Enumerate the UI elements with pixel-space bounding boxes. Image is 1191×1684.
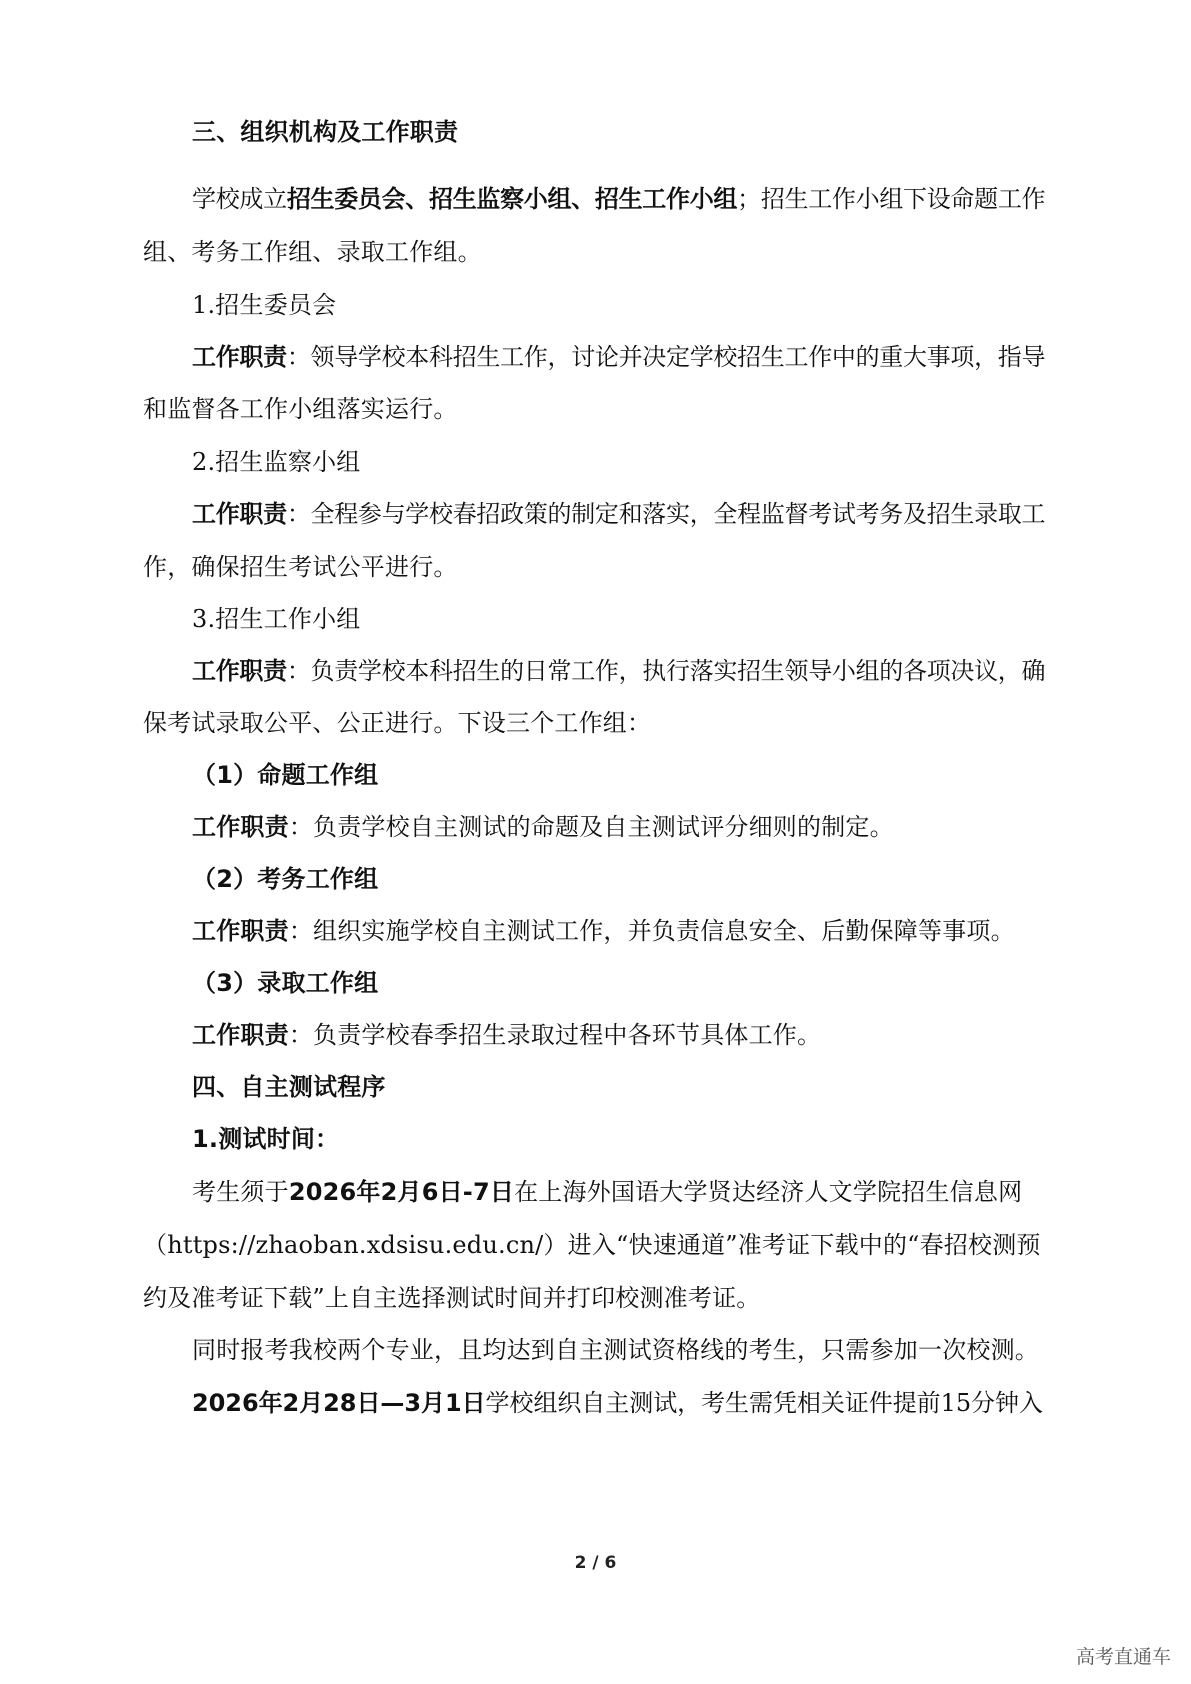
section3-intro-line1: [192, 183, 1045, 215]
section-heading-4: 四、自主测试程序: [192, 1073, 386, 1101]
duty-label: 工作职责: [192, 657, 287, 685]
section-heading-3: 三、组织机构及工作职责: [192, 118, 459, 146]
item1-title: 1.招生委员会: [192, 291, 337, 319]
p1-line2: （https://zhaoban.xdsisu.edu.cn/）进入“快速通道”准考证下载中的“春招校测预: [143, 1231, 1041, 1259]
p3-suffix: 学校组织自主测试，考生需凭相关证件提前15分钟入: [485, 1389, 1043, 1417]
p1-line3: 约及准考证下载”上自主选择测试时间并打印校测准考证。: [143, 1284, 761, 1312]
section3-intro-line2: 组、考务工作组、录取工作组。: [143, 238, 482, 266]
duty-text: ：负责学校本科招生的日常工作，执行落实招生领导小组的各项决议，确: [286, 657, 1046, 685]
duty-text: ：负责学校春季招生录取过程中各环节具体工作。: [288, 1021, 822, 1049]
p1-date: 2026年2月6日-7日: [288, 1178, 515, 1206]
duty-label: 工作职责: [192, 917, 289, 945]
sub2-duty: [192, 915, 1015, 947]
p3-line1: [192, 1387, 1043, 1419]
sub3-duty: [192, 1019, 821, 1051]
p3-date: 2026年2月28日—3月1日: [192, 1389, 486, 1417]
duty-text: ：领导学校本科招生工作，讨论并决定学校招生工作中的重大事项，指导: [286, 343, 1046, 371]
duty-text: ：负责学校自主测试的命题及自主测试评分细则的制定。: [288, 813, 894, 841]
duty-label: 工作职责: [192, 1021, 289, 1049]
duty-label: 工作职责: [192, 343, 287, 371]
item3-duty-line1: [192, 655, 1045, 687]
test-time-title: 1.测试时间：: [192, 1125, 340, 1153]
item2-title: 2.招生监察小组: [192, 448, 361, 476]
page-number: 2 / 6: [574, 1553, 617, 1573]
sub3-title: （3）录取工作组: [192, 969, 379, 997]
p1-prefix: 考生须于: [192, 1178, 289, 1206]
intro-bold: 招生委员会、招生监察小组、招生工作小组: [286, 185, 738, 213]
duty-text: ：组织实施学校自主测试工作，并负责信息安全、后勤保障等事项。: [288, 917, 1015, 945]
item1-duty-line1: [192, 341, 1045, 373]
watermark: 高考直通车: [1075, 1646, 1171, 1668]
item3-title: 3.招生工作小组: [192, 605, 361, 633]
p1-suffix: 在上海外国语大学贤达经济人文学院招生信息网: [514, 1178, 1023, 1206]
item1-duty-line2: 和监督各工作小组落实运行。: [143, 395, 458, 423]
p1-line1: [192, 1176, 1022, 1208]
item3-duty-line2: 保考试录取公平、公正进行。下设三个工作组：: [143, 709, 652, 737]
item2-duty-line2: 作，确保招生考试公平进行。: [143, 553, 458, 581]
duty-label: 工作职责: [192, 813, 289, 841]
item2-duty-line1: [192, 498, 1045, 530]
p2: 同时报考我校两个专业，且均达到自主测试资格线的考生，只需参加一次校测。: [192, 1336, 1039, 1364]
intro-suffix: ；招生工作小组下设命题工作: [737, 185, 1046, 213]
duty-text: ：全程参与学校春招政策的制定和落实，全程监督考试考务及招生录取工: [286, 500, 1046, 528]
sub2-title: （2）考务工作组: [192, 865, 379, 893]
duty-label: 工作职责: [192, 500, 287, 528]
sub1-title: （1）命题工作组: [192, 761, 379, 789]
intro-prefix: 学校成立: [192, 185, 287, 213]
sub1-duty: [192, 811, 894, 843]
